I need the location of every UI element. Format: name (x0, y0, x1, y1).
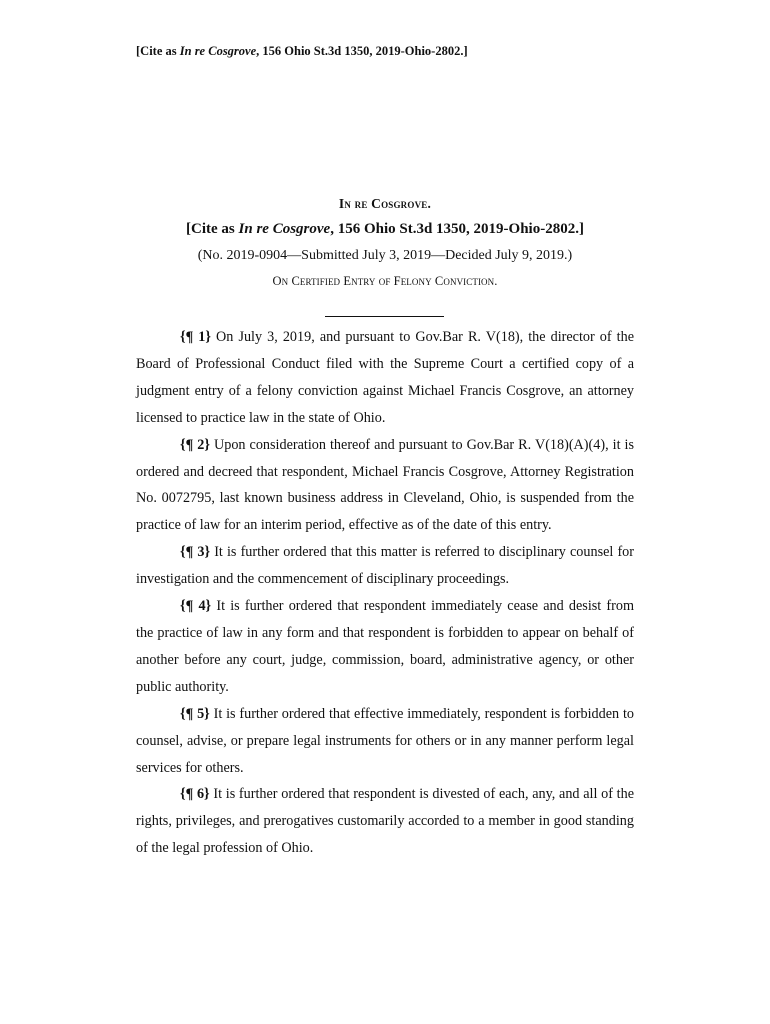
paragraph-number: {¶ 6} (180, 786, 210, 803)
paragraph-text: Upon consideration thereof and pursuant to Gov.Bar R. V(18)(A)(4), it is ordered and decreed that respondent, Michael Francis Cosgrove, Attorney Registration No. 0072795, last known business address in Cleveland, Ohio, is suspended from the practice of law for an interim period, effective as of the date of this entry. (136, 436, 635, 534)
case-cite-suffix: , 156 Ohio St.3d 1350, 2019-Ohio-2802.] (330, 221, 584, 237)
header-cite-suffix: , 156 Ohio St.3d 1350, 2019-Ohio-2802.] (256, 44, 468, 58)
paragraph-1 (136, 324, 634, 432)
paragraph-2 (136, 432, 634, 540)
paragraph-6 (136, 781, 634, 862)
opinion-body (136, 324, 634, 862)
paragraph-number: {¶ 5} (180, 705, 210, 722)
paragraph-4 (136, 593, 634, 701)
running-header-citation (136, 44, 468, 59)
paragraph-text: On July 3, 2019, and pursuant to Gov.Bar R. V(18), the director of the Board of Professional Conduct filed with the Supreme Court a certified copy of a judgment entry of a felony conviction against Michael Francis Cosgrove, an attorney licensed to practice law in the state of Ohio. (136, 329, 634, 426)
paragraph-text: It is further ordered that effective immediately, respondent is forbidden to counsel, advise, or prepare legal instruments for others or in any manner perform legal services for others. (136, 705, 634, 776)
case-cite-prefix: [Cite as (186, 221, 239, 237)
case-subtitle: On Certified Entry of Felony Conviction. (272, 274, 498, 288)
header-cite-case-name: In re Cosgrove (179, 44, 257, 58)
header-cite-prefix: [Cite as (136, 44, 180, 58)
paragraph-number: {¶ 1} (180, 329, 211, 345)
case-docket: (No. 2019-0904—Submitted July 3, 2019—Decided July 9, 2019.) (197, 248, 573, 263)
case-citation (136, 221, 634, 238)
paragraph-number: {¶ 3} (180, 544, 211, 561)
case-title: In re Cosgrove. (338, 196, 432, 211)
paragraph-text: It is further ordered that respondent immediately cease and desist from the practice of law in any form and that respondent is forbidden to appear on behalf of another before any court, judge, commission, board, administrative agency, or other public authority. (136, 598, 635, 695)
section-divider (325, 316, 444, 317)
case-cite-case-name: In re Cosgrove (238, 221, 331, 237)
paragraph-text: It is further ordered that respondent is divested of each, any, and all of the rights, privileges, and prerogatives customarily accorded to a member in good standing of the legal profession of Ohio. (136, 786, 634, 857)
paragraph-number: {¶ 4} (180, 598, 212, 615)
paragraph-text: It is further ordered that this matter is referred to disciplinary counsel for investigation and the commencement of disciplinary proceedings. (136, 544, 634, 588)
paragraph-number: {¶ 2} (180, 436, 210, 453)
paragraph-3 (136, 539, 634, 593)
paragraph-5 (136, 701, 634, 782)
